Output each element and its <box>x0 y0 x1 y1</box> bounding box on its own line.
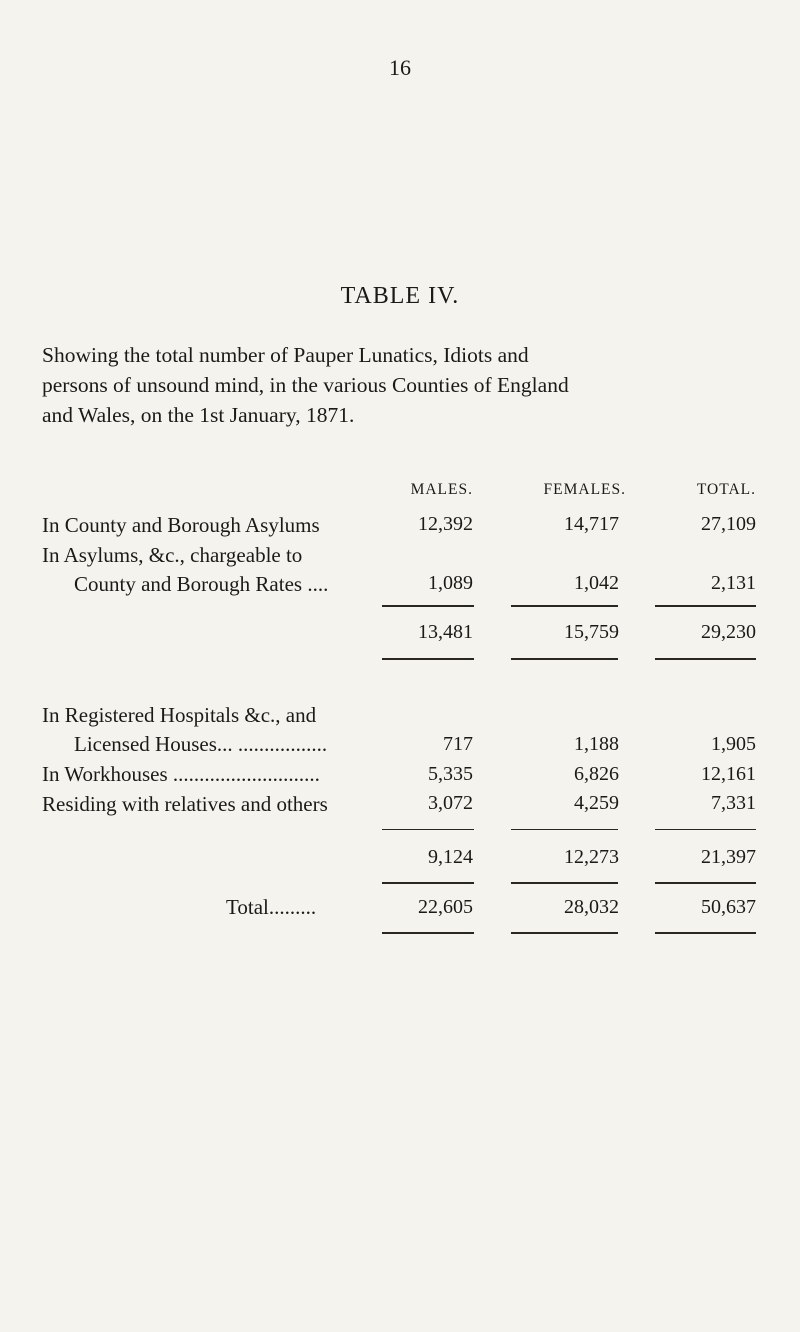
total-subtotal: 21,397 <box>701 846 756 868</box>
row-label: Residing with relatives and others <box>42 792 328 816</box>
row-label-continuation: County and Borough Rates .... <box>74 572 329 596</box>
females-value: 14,717 <box>564 513 619 535</box>
subtotal-rule <box>382 658 474 660</box>
closing-rule <box>655 932 756 934</box>
females-grand-total: 28,032 <box>564 896 619 918</box>
total-value: 2,131 <box>711 572 756 594</box>
total-value: 1,905 <box>711 733 756 755</box>
subtotal-rule <box>655 658 756 660</box>
subtotal-rule <box>655 882 756 884</box>
subtotal-rule <box>382 882 474 884</box>
subtotal-rule <box>511 658 618 660</box>
females-value: 6,826 <box>574 763 619 785</box>
row-label-continuation: Licensed Houses... ................. <box>74 732 328 756</box>
total-subtotal: 29,230 <box>701 621 756 643</box>
subtotal-rule <box>511 829 618 830</box>
column-header-males: MALES. <box>410 481 473 498</box>
row-label: In County and Borough Asylums <box>42 513 320 537</box>
males-value: 3,072 <box>428 792 473 814</box>
females-subtotal: 15,759 <box>564 621 619 643</box>
row-label: In Workhouses ............................ <box>42 762 320 786</box>
subtotal-rule <box>655 605 756 607</box>
males-value: 12,392 <box>418 513 473 535</box>
grand-total-label: Total......... <box>226 895 317 919</box>
table-title: TABLE IV. <box>340 283 460 309</box>
closing-rule <box>382 932 474 934</box>
females-value: 1,042 <box>574 572 619 594</box>
females-value: 4,259 <box>574 792 619 814</box>
subtotal-rule <box>511 882 618 884</box>
females-value: 1,188 <box>574 733 619 755</box>
closing-rule <box>511 932 618 934</box>
females-subtotal: 12,273 <box>564 846 619 868</box>
caption-line: persons of unsound mind, in the various Counties of England <box>42 373 569 397</box>
total-value: 7,331 <box>711 792 756 814</box>
caption-line: Showing the total number of Pauper Lunatics, Idiots and <box>42 343 529 367</box>
males-grand-total: 22,605 <box>418 896 473 918</box>
subtotal-rule <box>655 829 756 830</box>
males-value: 1,089 <box>428 572 473 594</box>
table-caption <box>42 340 762 430</box>
total-value: 27,109 <box>701 513 756 535</box>
row-label: In Asylums, &c., chargeable to <box>42 543 303 567</box>
males-value: 717 <box>443 733 473 755</box>
subtotal-rule <box>511 605 618 607</box>
row-label: In Registered Hospitals &c., and <box>42 703 317 727</box>
males-value: 5,335 <box>428 763 473 785</box>
caption-line: and Wales, on the 1st January, 1871. <box>42 403 355 427</box>
column-header-total: TOTAL. <box>696 481 756 498</box>
subtotal-rule <box>382 605 474 607</box>
total-grand-total: 50,637 <box>701 896 756 918</box>
total-value: 12,161 <box>701 763 756 785</box>
males-subtotal: 9,124 <box>428 846 473 868</box>
page-number: 16 <box>389 55 411 80</box>
column-header-females: FEMALES. <box>543 481 626 498</box>
subtotal-rule <box>382 829 474 830</box>
males-subtotal: 13,481 <box>418 621 473 643</box>
